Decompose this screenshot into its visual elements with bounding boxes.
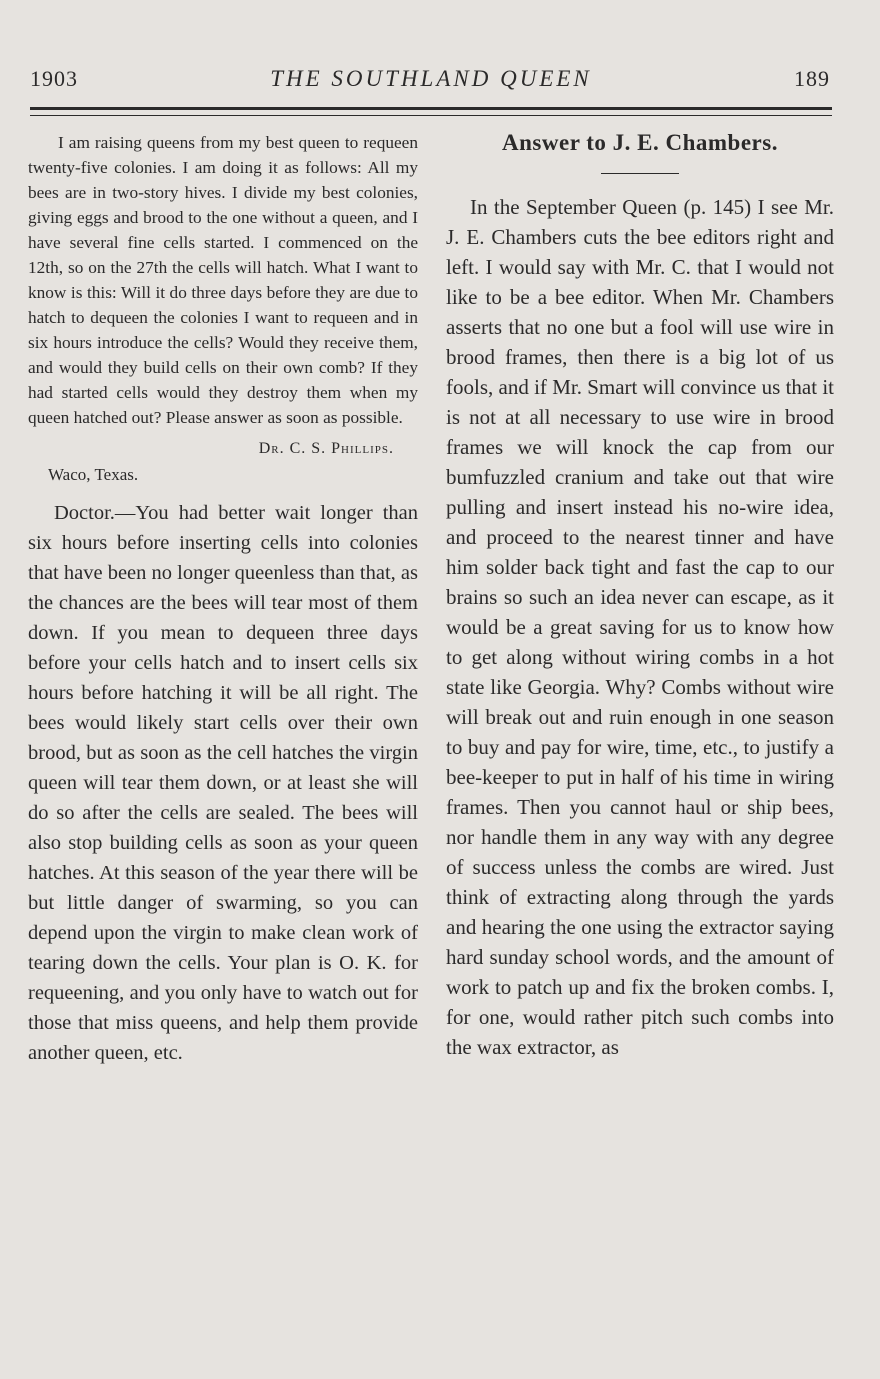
right-column [446, 128, 834, 1062]
header-rule-thin [30, 115, 832, 116]
signature-name: Dr. C. S. Phillips. [258, 440, 394, 457]
left-column [28, 130, 418, 1068]
header-rule-thick [30, 107, 832, 110]
header-year: 1903 [30, 66, 78, 91]
reader-letter [28, 130, 418, 488]
title-divider [601, 173, 679, 174]
article-body [446, 192, 834, 1062]
running-header [30, 66, 832, 100]
article-text: In the September Queen (p. 145) I see Mr. J. E. Chambers cuts the bee editors right and left. I would say with Mr. C. that I would not like to be a bee editor. When Mr. Chambers asserts that no one but a fool will use wire in brood frames, then there is a big lot of us fools, and if Mr. Smart will convince us that it is not at all necessary to use wire in brood frames we will knock the cap from our bumfuzzled cranium and take out that wire pulling and insert instead his no-wire idea, and proceed to the nearest tinner and have him solder back tight and fast the cap to our brains so such an idea never can escape, as it would be a great saving for us to know how to get along without wiring combs in a hot state like Georgia. Why? Combs without wire will break out and ruin enough in one season to buy and pay for wire, time, etc., to justify a bee-keeper to put in half of his time in wiring frames. Then you cannot haul or ship bees, nor handle them in any way with any degree of success unless the combs are wired. Just think of extracting along through the yards and hearing the one using the extractor saying hard sunday school words, and the amount of work to patch up and fix the broken combs. I, for one, would rather pitch such combs into the wax extractor, as [446, 195, 834, 1059]
header-title: THE SOUTHLAND QUEEN [270, 66, 592, 91]
letter-signature [28, 436, 418, 462]
reply-text: Doctor.—You had better wait longer than six hours before inserting cells into colonies that have been no longer queenless than that, as the chances are the bees will tear most of them down. If you mean to dequeen three days before your cells hatch and to insert cells six hours before hatching it will be all right. The bees would likely start cells over their own brood, but as soon as the cell hatches the virgin queen will tear them down, or at least she will do so after the cells are sealed. The bees will also stop building cells as soon as your queen hatches. At this season of the year there will be but little danger of swarming, so you can depend upon the virgin to make clean work of tearing down the cells. Your plan is O. K. for requeening, and you only have to watch out for those that miss queens, and help them provide another queen, etc. [28, 502, 418, 1064]
article-title: Answer to J. E. Chambers. [502, 130, 778, 155]
editor-reply [28, 498, 418, 1068]
letter-location: Waco, Texas. [48, 465, 139, 484]
letter-text: I am raising queens from my best queen to requeen twenty-five colonies. I am doing it as follows: All my bees are in two-story hives. I divide my best colonies, giving eggs and brood to the one without a queen, and I have several fine cells started. I commenced on the 12th, so on the 27th the cells will hatch. What I want to know is this: Will it do three days before they are due to hatch to dequeen the colonies I want to requeen and in six hours introduce the cells? Would they receive them, and would they build cells on their own comb? If they had started cells would they destroy them when my queen hatched out? Please answer as soon as possible. [28, 133, 418, 427]
header-page-number: 189 [794, 66, 830, 91]
